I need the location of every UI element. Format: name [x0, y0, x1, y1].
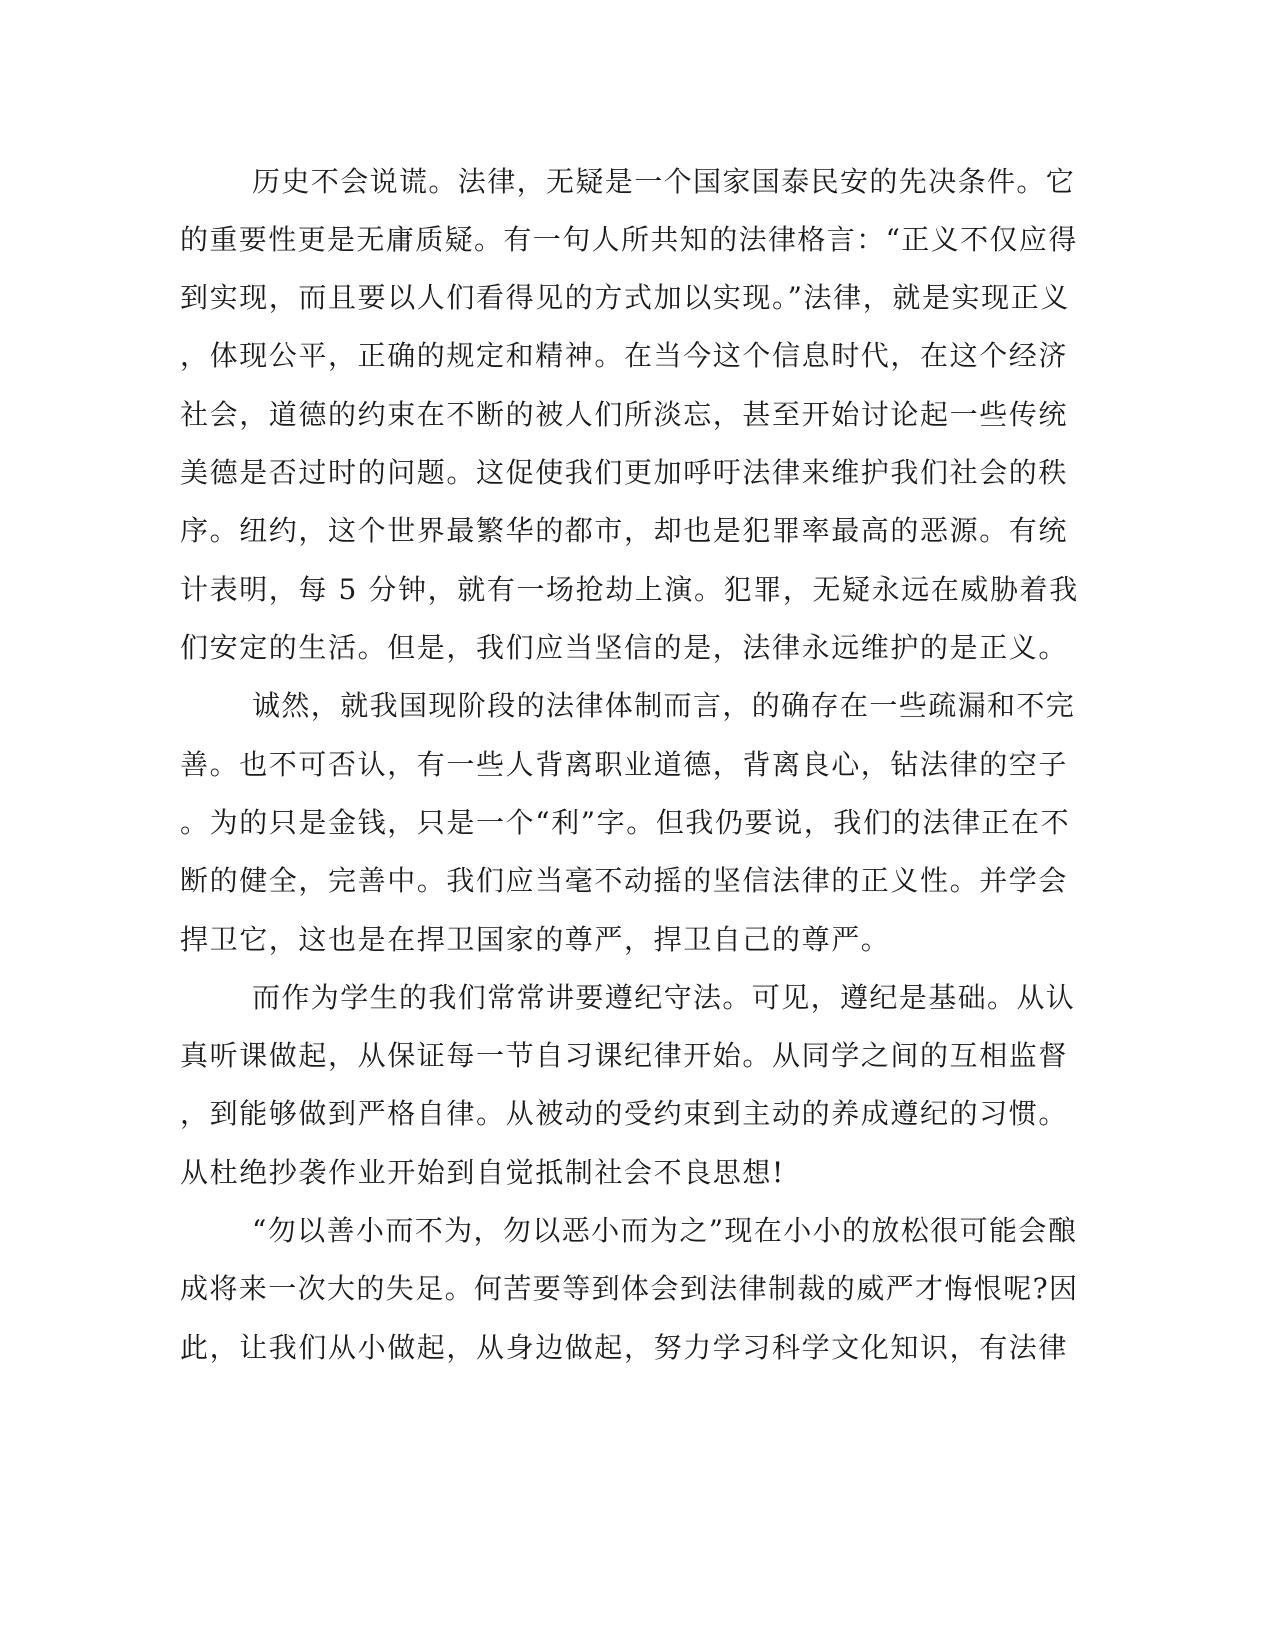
text-line: 而作为学生的我们常常讲要遵纪守法。可见，遵纪是基础。从认	[252, 981, 1076, 1014]
text-line: 善。也不可否认，有一些人背离职业道德，背离良心，钻法律的空子	[180, 748, 1069, 781]
text-line: 社会，道德的约束在不断的被人们所淡忘，甚至开始讨论起一些传统	[180, 398, 1069, 431]
text-line: 断的健全，完善中。我们应当毫不动摇的坚信法律的正义性。并学会	[180, 864, 1069, 897]
text-line: 真听课做起，从保证每一节自习课纪律开始。从同学之间的互相监督	[180, 1039, 1069, 1072]
text-line: “勿以善小而不为，勿以恶小而为之”现在小小的放松很可能会酿	[252, 1214, 1078, 1247]
text-line: 从杜绝抄袭作业开始到自觉抵制社会不良思想!	[180, 1156, 785, 1189]
text-line: 到实现，而且要以人们看得见的方式加以实现。”法律，就是实现正义	[180, 281, 1070, 314]
text-line: 此，让我们从小做起，从身边做起，努力学习科学文化知识，有法律	[180, 1331, 1069, 1364]
text-line: 们安定的生活。但是，我们应当坚信的是，法律永远维护的是正义。	[180, 631, 1069, 664]
text-line: ，体现公平，正确的规定和精神。在当今这个信息时代，在这个经济	[180, 339, 1069, 372]
text-line: 美德是否过时的问题。这促使我们更加呼吁法律来维护我们社会的秩	[180, 456, 1069, 489]
text-line: 的重要性更是无庸质疑。有一句人所共知的法律格言：“正义不仅应得	[180, 223, 1078, 256]
text-line: 诚然，就我国现阶段的法律体制而言，的确存在一些疏漏和不完	[252, 689, 1076, 722]
text-line: 成将来一次大的失足。何苦要等到体会到法律制裁的威严才悔恨呢?因	[180, 1272, 1079, 1305]
text-line: 序。纽约，这个世界最繁华的都市，却也是犯罪率最高的恶源。有统	[180, 514, 1069, 547]
text-line: 。为的只是金钱，只是一个“利”字。但我仍要说，我们的法律正在不	[180, 806, 1071, 839]
text-line: 计表明，每 5 分钟，就有一场抢劫上演。犯罪，无疑永远在威胁着我	[180, 573, 1079, 606]
text-line: 捍卫它，这也是在捍卫国家的尊严，捍卫自己的尊严。	[180, 923, 891, 956]
text-line: 历史不会说谎。法律，无疑是一个国家国泰民安的先决条件。它	[252, 165, 1076, 198]
text-line: ，到能够做到严格自律。从被动的受约束到主动的养成遵纪的习惯。	[180, 1097, 1069, 1130]
